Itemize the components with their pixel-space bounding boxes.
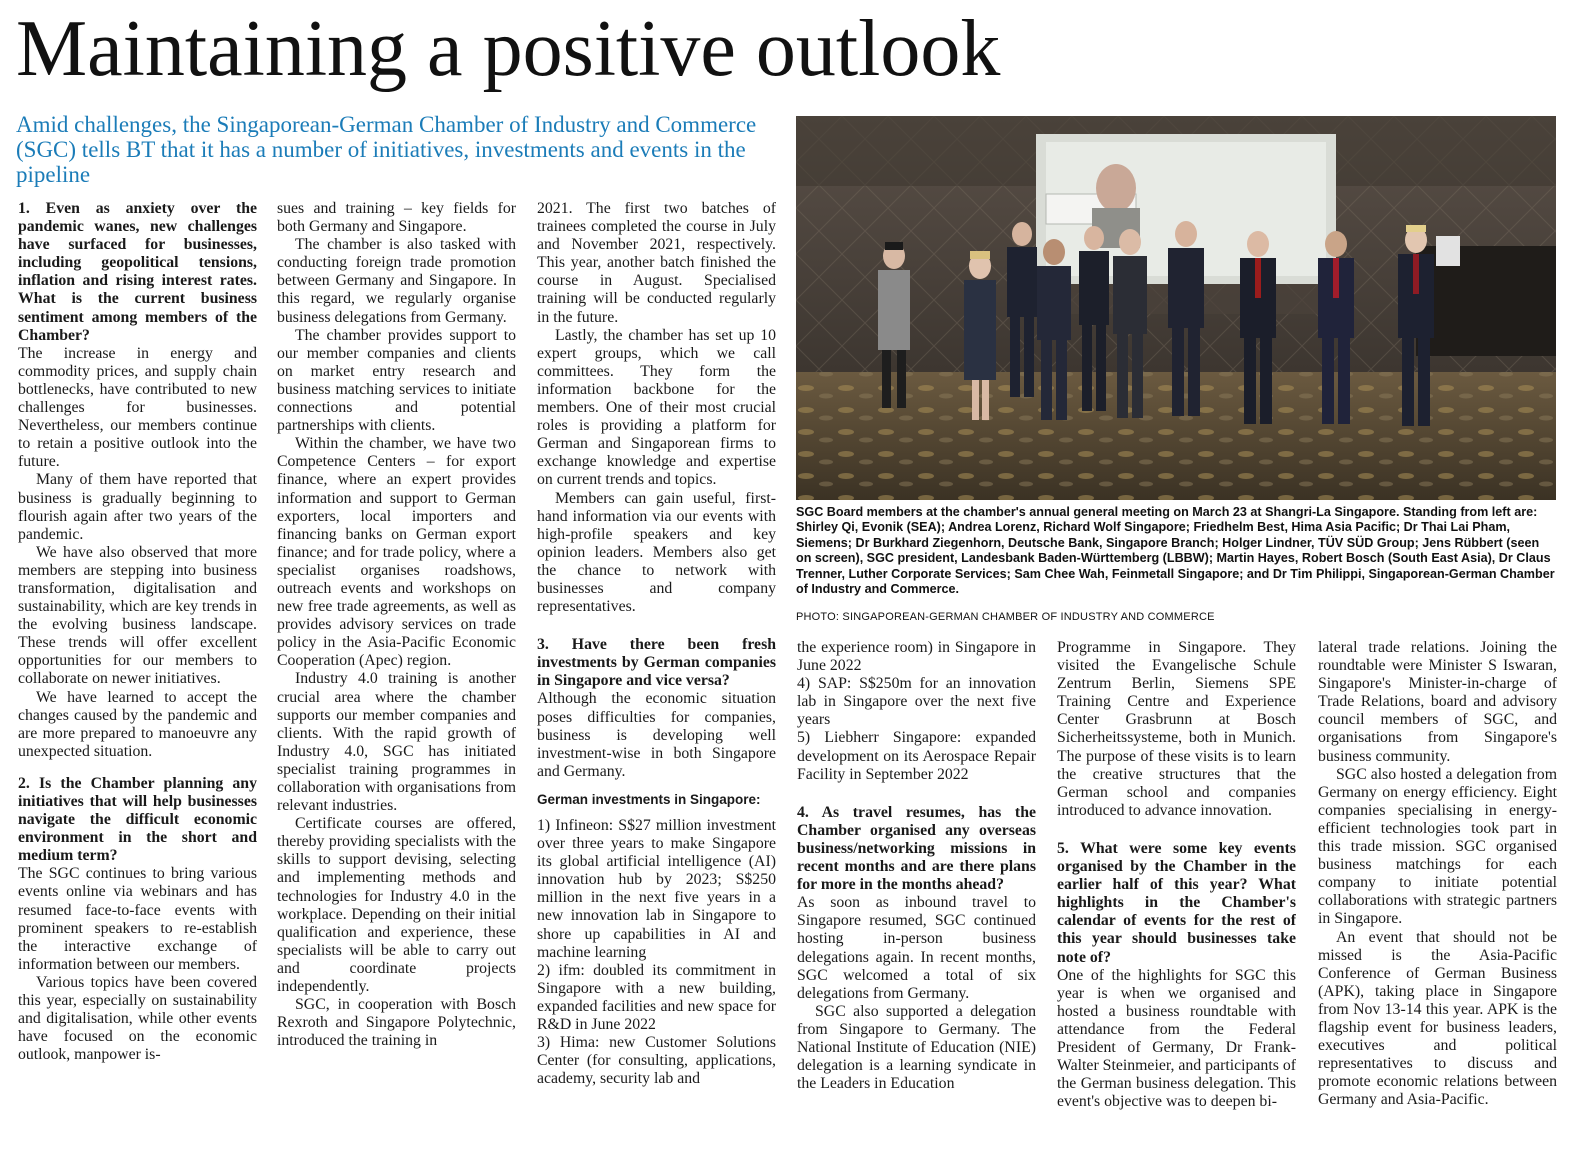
question-2: 2. Is the Chamber planning any initiatives that will help businesses navigate the difficult economic environment in the short and medium term? [18,774,257,865]
question-4: 4. As travel resumes, has the Chamber organised any overseas business/networking missions in recent months and are there plans for more in the months ahead? [797,803,1036,894]
paragraph: As soon as inbound travel to Singapore resumed, SGC continued hosting in-person business delegations again. In recent months, SGC welcomed a total of six delegations from Germany. [797,894,1036,1002]
paragraph: The SGC continues to bring various events online via webinars and has resumed face-to-face events with prominent speakers to re-establish the interactive exchange of information between our members. [18,865,257,973]
list-item: 5) Liebherr Singapore: expanded development on its Aerospace Repair Facility in September 2022 [797,729,1036,783]
article-column-5 [1057,639,1296,1139]
paragraph: Various topics have been covered this year, especially on sustainability and digitalisation, while other events have focused on the economic outlook, manpower is- [18,973,257,1064]
question-1: 1. Even as anxiety over the pandemic wanes, new challenges have surfaced for businesses, including geopolitical tensions, inflation and rising interest rates. What is the current business sentiment among members of the Chamber? [18,200,257,344]
photo-caption: SGC Board members at the chamber's annual general meeting on March 23 at Shangri-La Singapore. Standing from left are: Shirley Qi, Evonik (SEA); Andrea Lorenz, Richard Wolf Singapore; Friedhelm Best, Hima Asia Pacific; Dr Thai Lai Pham, Siemens; Dr Burkhard Ziegenhorn, Deutsche Bank, Singapore Branch; Holger Lindner, TÜV SÜD Group; Jens Rübbert (seen on screen), SGC president, Landesbank Baden-Württemberg (LBBW); Martin Hayes, Robert Bosch (South East Asia), Dr Claus Trenner, Luther Corporate Services; Sam Chee Wah, Feinmetall Singapore; and Dr Tim Philippi, Singaporean-German Chamber of Industry and Commerce. [796,505,1555,597]
paragraph: Within the chamber, we have two Competence Centers – for export finance, where an expert provides information and support to German exporters, local importers and financing banks on German export finance; and for trade policy, where a specialist organises roadshows, outreach events and workshops on new free trade agreements, as well as provides advisory services on trade policy in the Asia-Pacific Economic Cooperation (Apec) region. [277,435,516,670]
paragraph: The chamber provides support to our member companies and clients on market entry research and business matching services to initiate connections and potential partnerships with clients. [277,326,516,435]
paragraph: SGC also supported a delegation from Singapore to Germany. The National Institute of Education (NIE) delegation is a learning syndicate in the Leaders in Education [797,1002,1036,1093]
paragraph: lateral trade relations. Joining the roundtable were Minister S Iswaran, Singapore's Minister-in-charge of Trade Relations, board and advisory council members of SGC, and organisations from Singapore's business community. [1318,639,1557,765]
paragraph: Programme in Singapore. They visited the Evangelische Schule Zentrum Berlin, Siemens SPE Training Centre and Experience Center Grasbrunn at Bosch Sicherheitssysteme, both in Munich. The purpose of these visits is to learn the creative structures that the German school and companies introduced to advance innovation. [1057,639,1296,819]
paragraph: SGC also hosted a delegation from Germany on energy efficiency. Eight companies specialising in energy-efficient technologies took part in this trade mission. SGC organised business matchings for each company to initiate potential collaborations with strategic partners in Singapore. [1318,765,1557,928]
paragraph: We have learned to accept the changes caused by the pandemic and are more prepared to manoeuvre any unexpected situation. [18,688,257,760]
paragraph: The chamber is also tasked with conducting foreign trade promotion between Germany and Singapore. In this regard, we regularly organise business delegations from Germany. [277,236,516,326]
subheading: German investments in Singapore: [537,791,761,807]
paragraph: One of the highlights for SGC this year is when we organised and hosted a business roundtable with attendance from the Federal President of Germany, Dr Frank-Walter Steinmeier, and participants of the German business delegation. This event's objective was to deepen bi- [1057,966,1296,1111]
paragraph: The increase in energy and commodity prices, and supply chain bottlenecks, have contributed to new challenges for businesses. Nevertheless, our members continue to retain a positive outlook into the future. [18,344,257,471]
paragraph: Lastly, the chamber has set up 10 expert groups, which we call committees. They form the information backbone for the members. One of their most crucial roles is providing a platform for German and Singaporean firms to exchange knowledge and expertise on current trends and topics. [537,326,776,489]
paragraph: Many of them have reported that business is gradually beginning to flourish again after two years of the pandemic. [18,471,257,543]
paragraph: 2021. The first two batches of trainees completed the course in July and November 2021, respectively. This year, another batch finished the course in August. Specialised training will be conducted regularly in the future. [537,200,776,326]
paragraph: Members can gain useful, first-hand information via our events with high-profile speakers and key opinion leaders. Members also get the chance to network with businesses and company representatives. [537,489,776,616]
standfirst: Amid challenges, the Singaporean-German Chamber of Industry and Commerce (SGC) tells BT that it has a number of initiatives, investments and events in the pipeline [16,112,757,187]
paragraph: Industry 4.0 training is another crucial area where the chamber supports our member companies and clients. With the rapid growth of Industry 4.0, SGC has initiated specialist training programmes in collaboration with organisations from relevant industries. [277,670,516,815]
article-column-4 [797,639,1036,1139]
article-column-1 [18,200,257,1140]
headline: Maintaining a positive outlook [16,5,1001,93]
paragraph: Certificate courses are offered, thereby providing specialists with the skills to support devising, selecting and implementing methods and technologies for Industry 4.0 in the workplace. Depending on their initial qualification and experience, these specialists will be able to carry out and coordinate projects independently. [277,815,516,996]
paragraph: sues and training – key fields for both Germany and Singapore. [277,200,516,236]
paragraph: An event that should not be missed is the Asia-Pacific Conference of German Business (APK), taking place in Singapore from Nov 13-14 this year. APK is the flagship event for business leaders, executives and political representatives to discuss and promote economic relations between Germany and Asia-Pacific. [1318,928,1557,1109]
paragraph: We have also observed that more members are stepping into business transformation, digitalisation and sustainability, which are key trends in the evolving business landscape. These trends will offer excellent opportunities for our members to collaborate on newer initiatives. [18,543,257,688]
board-members-photo-illustration [796,116,1556,500]
photo-credit: PHOTO: SINGAPOREAN-GERMAN CHAMBER OF INDUSTRY AND COMMERCE [796,611,1215,623]
article-column-2 [277,200,516,1140]
board-photo [796,116,1556,500]
article-column-6 [1318,639,1557,1139]
paragraph: Although the economic situation poses difficulties for companies, business is developing well investment-wise in both Singapore and Germany. [537,690,776,780]
list-item: the experience room) in Singapore in June 2022 [797,639,1036,675]
list-item: 2) ifm: doubled its commitment in Singapore with a new building, expanded facilities and new space for R&D in June 2022 [537,961,776,1034]
question-3: 3. Have there been fresh investments by German companies in Singapore and vice versa? [537,636,776,690]
list-item: 1) Infineon: S$27 million investment over three years to make Singapore its global artificial intelligence (AI) innovation hub by 2023; S$250 million in the next five years in a new innovation lab in Singapore to shore up capabilities in AI and machine learning [537,817,776,961]
article-column-3 [537,200,776,1140]
paragraph: SGC, in cooperation with Bosch Rexroth and Singapore Polytechnic, introduced the training in [277,996,516,1050]
list-item: 4) SAP: S$250m for an innovation lab in Singapore over the next five years [797,675,1036,729]
list-item: 3) Hima: new Customer Solutions Center (for consulting, applications, academy, security lab and [537,1034,776,1088]
question-5: 5. What were some key events organised by the Chamber in the earlier half of this year? What highlights in the Chamber's calendar of events for the rest of this year should businesses take note of? [1057,839,1296,966]
